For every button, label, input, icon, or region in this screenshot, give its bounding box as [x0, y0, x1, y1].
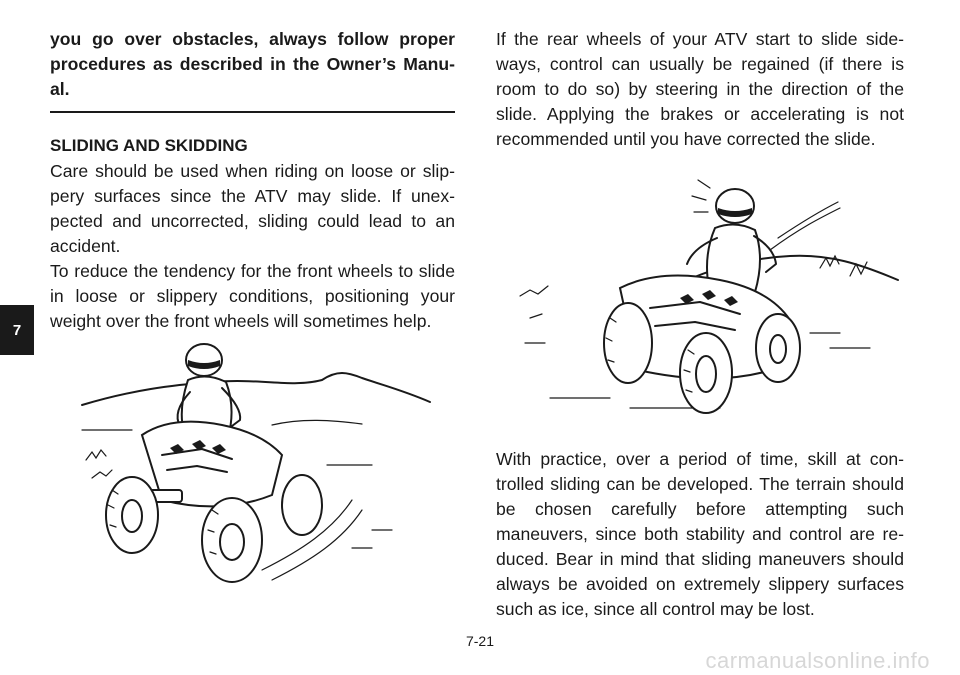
left-column: [50, 27, 455, 334]
watermark: carmanualsonline.info: [705, 648, 930, 673]
sliding-paragraph-1: Care should be used when riding on loose or slip-pery surfaces since the ATV may slide. If unex-pected and uncorrected, sliding could lead to an accident.: [50, 161, 455, 256]
warning-tail-text: you go over obstacles, always follow proper procedures as described in the Owner’s Manu-al.: [50, 27, 455, 113]
page-number: 7-21: [465, 633, 495, 649]
sliding-paragraph-2: To reduce the tendency for the front wheels to slide in loose or slippery conditions, positioning your weight over the front wheels will sometimes help.: [50, 261, 455, 331]
section-heading: SLIDING AND SKIDDING: [50, 136, 248, 155]
atv-rider-illustration-front: [72, 330, 432, 590]
chapter-tab: 7: [0, 305, 34, 355]
right-column-top: [496, 27, 904, 152]
rear-slide-paragraph: If the rear wheels of your ATV start to slide side-ways, control can usually be regained (if there is room to do so) by steering in the direction of the slide. Applying the brakes or accelerating is not recommended until you have corrected the slide.: [496, 29, 904, 149]
controlled-sliding-paragraph: With practice, over a period of time, skill at con-trolled sliding can be developed. The terrain should be chosen carefully before attempting such maneuvers, since both stability and control are re-duced. Bear in mind that sliding maneuvers should always be avoided on extremely slippery surfaces such as ice, since all control may be lost.: [496, 449, 904, 619]
atv-rider-illustration-sliding: [510, 168, 900, 416]
